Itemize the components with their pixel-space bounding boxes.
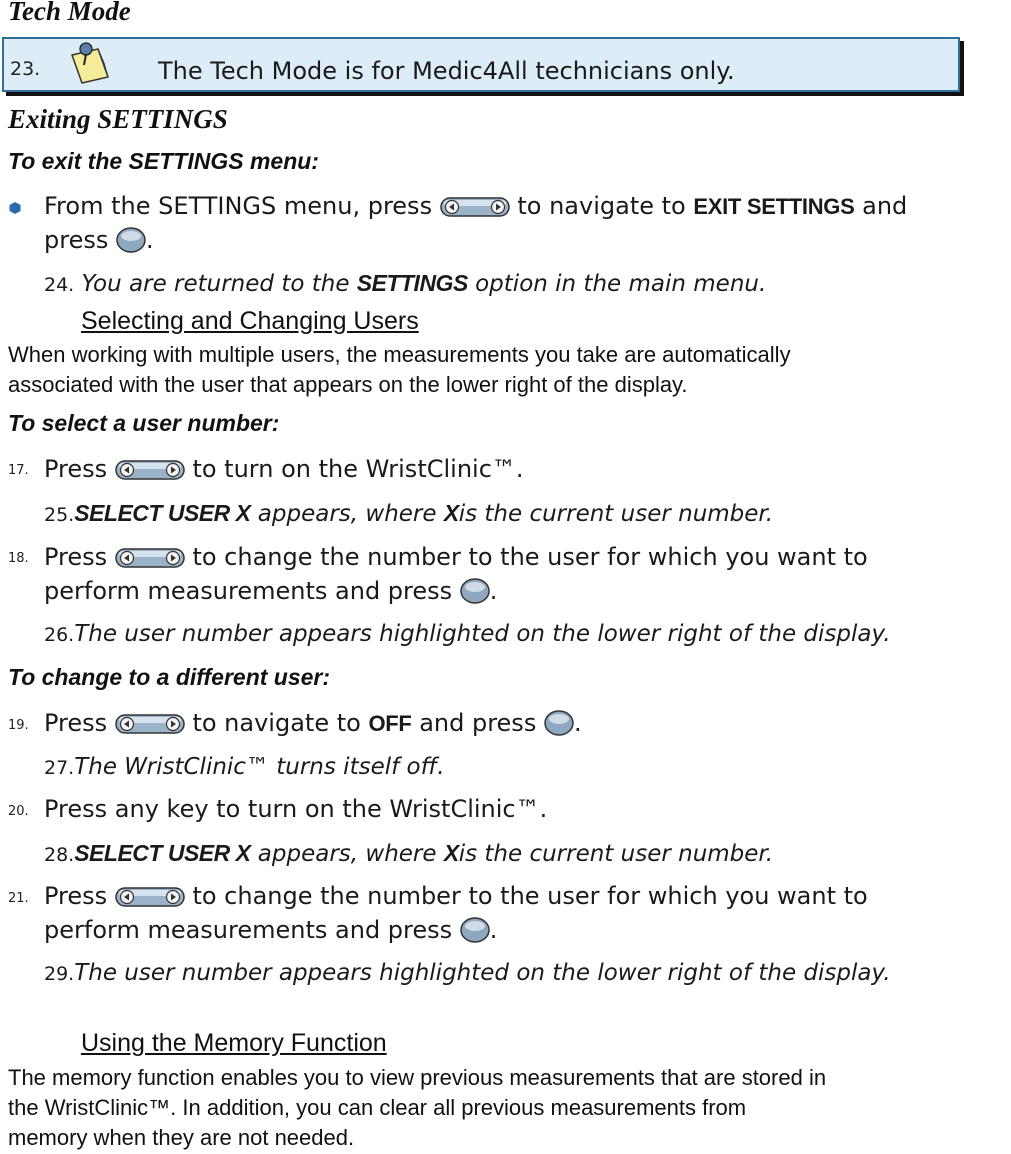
step-number: 21. [8,891,29,906]
step-text: perform measurements and press [44,577,453,605]
step-21-line2 [44,916,497,944]
step-text: Press [44,455,108,483]
period: . [489,916,498,944]
result-text: The user number appears highlighted on the lower right of the display. [74,960,891,986]
tech-mode-heading: Tech Mode [8,0,131,26]
step-number: 20. [8,804,29,819]
paragraph-line: the WristClinic™. In addition, you can clear all previous measurements from [8,1095,747,1120]
off-keyword: OFF [368,711,412,736]
paragraph-line: When working with multiple users, the measurements you take are automatically [8,342,791,367]
set-button-icon [460,917,490,943]
result-text: You are returned to the [81,271,350,297]
note-text: The Tech Mode is for Medic4All technicians only. [158,57,735,85]
exiting-settings-heading: Exiting SETTINGS [8,104,228,134]
nav-button-icon [115,548,185,568]
nav-button-icon [440,197,510,217]
result-text: option in the main menu. [475,271,767,297]
step-text: to change the number to the user for which you want to [192,543,868,571]
step-text: perform measurements and press [44,916,453,944]
set-button-icon [544,710,574,736]
result-text: is the current user number. [458,841,774,867]
exit-step-post: and [862,192,908,220]
nav-button-icon [115,460,185,480]
result-text: appears, where [257,841,437,867]
step-number: 17. [8,463,29,478]
period: . [146,226,154,254]
step-text: Press [44,882,108,910]
result-keyword: SELECT USER X [74,500,251,526]
change-user-subheading: To change to a different user: [8,664,331,690]
step-text: to navigate to [192,709,361,737]
result-28 [44,840,773,867]
result-keyword: SETTINGS [356,270,468,296]
set-button-icon [116,227,146,253]
result-number: 29. [44,963,75,985]
step-20: Press any key to turn on the WristClinic™. [44,795,548,823]
exit-step-pre: From the SETTINGS menu, press [44,192,433,220]
exit-step-mid: to navigate to [517,192,686,220]
step-number: 19. [8,718,29,733]
period: . [489,577,498,605]
result-number: 24. [44,274,75,296]
memory-function-heading: Using the Memory Function [81,1029,387,1057]
memory-paragraph [8,1063,1011,1153]
step-text: Press [44,543,108,571]
exit-settings-keyword: EXIT SETTINGS [693,194,855,219]
step-18-line2 [44,577,497,605]
step-text: to turn on the WristClinic™. [192,455,524,483]
step-text: to change the number to the user for which you want to [192,882,868,910]
selecting-users-heading: Selecting and Changing Users [81,307,419,335]
step-18 [44,543,868,571]
result-26 [44,621,891,647]
result-text: is the current user number. [458,501,774,527]
step-19 [44,709,582,737]
result-number: 27. [44,757,75,779]
step-number: 18. [8,551,29,566]
note-box [2,37,960,92]
select-user-subheading: To select a user number: [8,410,280,436]
result-text: The user number appears highlighted on the lower right of the display. [74,621,891,647]
paragraph-line: The memory function enables you to view previous measurements that are stored in [8,1065,827,1090]
result-number: 25. [44,504,75,526]
step-17 [44,455,524,483]
paragraph-line: associated with the user that appears on the lower right of the display. [8,372,688,397]
note-icon [62,41,118,91]
paragraph-line: memory when they are not needed. [8,1125,355,1150]
nav-button-icon [115,714,185,734]
exit-settings-subheading: To exit the SETTINGS menu: [8,148,319,174]
step-text: and press [419,709,537,737]
result-25 [44,500,773,527]
result-keyword: X [443,840,459,866]
set-button-icon [460,578,490,604]
result-24 [44,270,766,297]
exit-step-line2 [44,226,154,254]
result-27 [44,754,445,780]
result-number: 28. [44,844,75,866]
nav-button-icon [115,887,185,907]
bullet-icon [8,200,22,219]
period: . [573,709,582,737]
result-text: appears, where [257,501,437,527]
result-text: The WristClinic™ turns itself off. [74,754,445,780]
result-29 [44,960,891,986]
step-21 [44,882,868,910]
exit-step-line1 [44,192,907,220]
step-text: Press [44,709,108,737]
result-number: 26. [44,624,75,646]
result-keyword: X [443,500,459,526]
note-number: 23. [10,58,41,80]
exit-step-line2-pre: press [44,226,109,254]
result-keyword: SELECT USER X [74,840,251,866]
users-paragraph [8,340,1008,400]
